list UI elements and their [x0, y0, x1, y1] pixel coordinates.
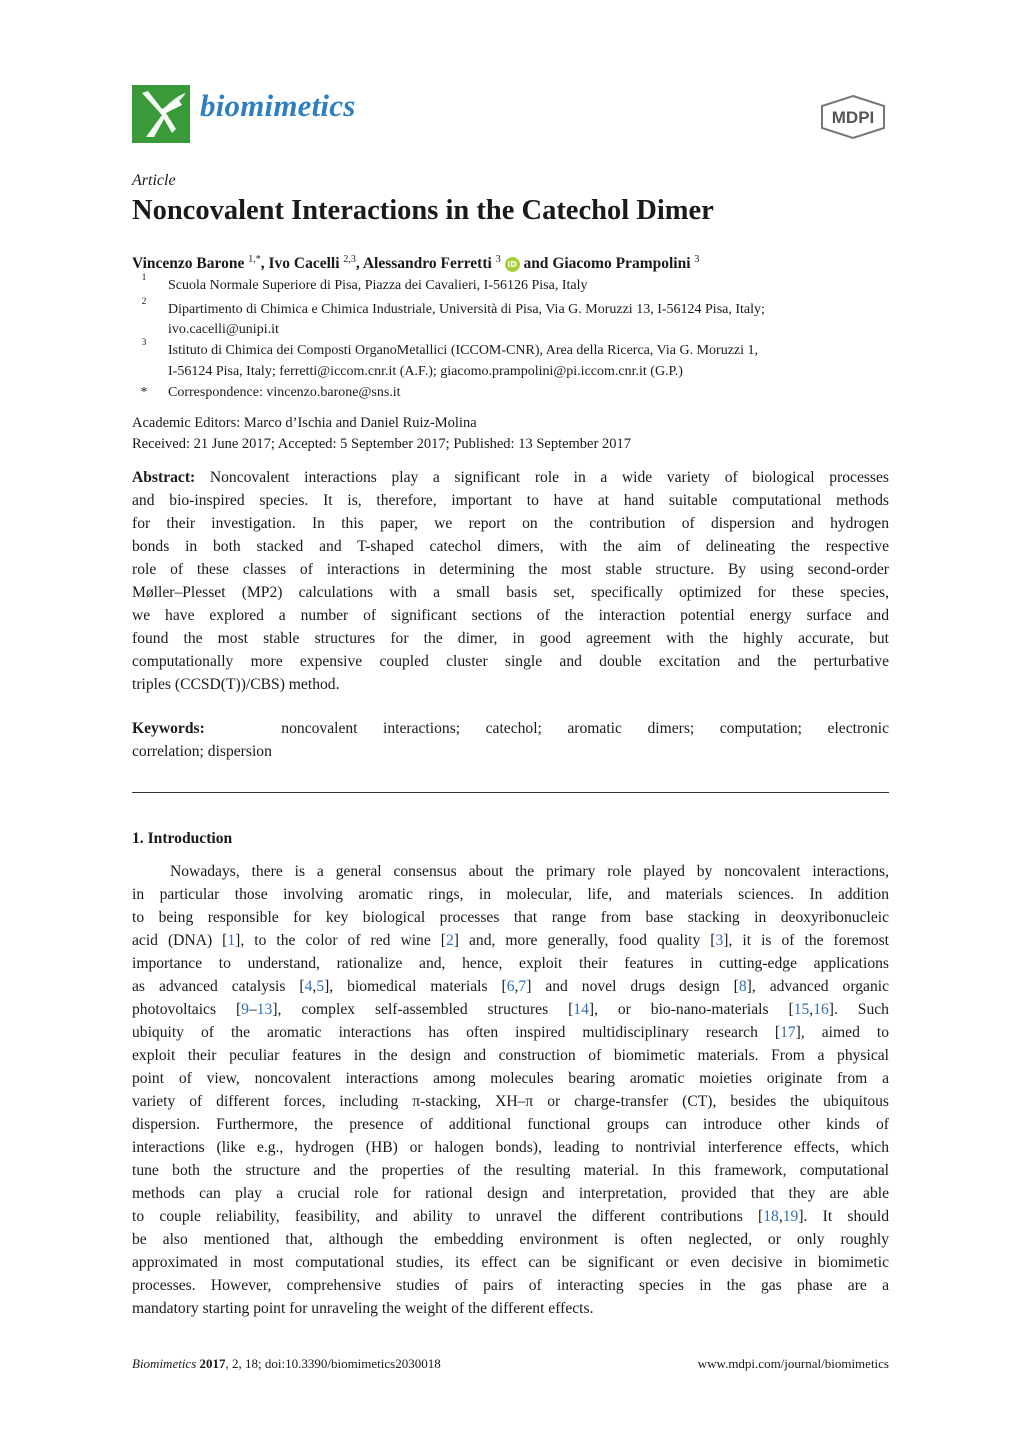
publisher-name: MDPI	[831, 108, 875, 127]
publication-dates: Received: 21 June 2017; Accepted: 5 September 2017; Published: 13 September 2017	[132, 436, 631, 452]
body-line: methods can play a crucial role for rational design and interpretation, provided that they are able	[132, 1185, 889, 1202]
abstract-line: role of these classes of interactions in determining the most stable structure. By using second-order	[132, 561, 889, 578]
keywords-line: correlation; dispersion	[132, 743, 272, 760]
section-divider	[132, 792, 889, 793]
mdpi-logo	[818, 94, 888, 140]
body-line: exploit their peculiar features in the design and construction of biomimetic materials. From a physical	[132, 1047, 889, 1064]
author-name: Vincenzo Barone	[132, 255, 245, 272]
orcid-icon[interactable]: iD	[505, 257, 520, 272]
author-list: Vincenzo Barone $^{1,*}$, Ivo Cacelli $^{2,3}$, Alessandro Ferretti $^3$ iD and Giacomo Prampolini $^3$	[132, 254, 700, 272]
author-name: Alessandro Ferretti	[362, 255, 492, 272]
author-affiliation-ref: 2,3	[343, 254, 356, 265]
citation-link[interactable]: 1	[227, 932, 236, 949]
author-affiliation-ref: 1,*	[248, 254, 261, 265]
citation-link[interactable]: 18	[763, 1208, 779, 1225]
body-line: Nowadays, there is a general consensus about the primary role played by noncovalent interactions,	[170, 863, 889, 880]
article-type: Article	[132, 172, 176, 189]
abstract-line: Møller–Plesset (MP2) calculations with a small basis set, specifically optimized for these species,	[132, 584, 889, 601]
body-line: tune both the structure and the properties of the resulting material. In this framework, computational	[132, 1162, 889, 1179]
body-line: interactions (like e.g., hydrogen (HB) or halogen bonds), leading to nontrivial interference effects, which	[132, 1139, 889, 1156]
abstract-line: Abstract: Noncovalent interactions play a significant role in a wide variety of biological processes	[132, 469, 889, 486]
citation-link[interactable]: 15	[793, 1001, 810, 1018]
body-line: photovoltaics [9–13], complex self-assembled structures [14], or bio-nano-materials [15,16]. Such	[132, 1001, 889, 1018]
body-line: variety of different forces, including π-stacking, XH–π or charge-transfer (CT), besides the ubiquitous	[132, 1093, 889, 1110]
article-title: Noncovalent Interactions in the Catechol Dimer	[132, 195, 714, 226]
citation-link[interactable]: 5	[316, 978, 325, 995]
body-line: importance to understand, rationalize and, hence, exploit their features in cutting-edge applications	[132, 955, 889, 972]
body-line: as advanced catalysis [4,5], biomedical materials [6,7] and novel drugs design [8], advanced organic	[132, 978, 889, 995]
author-name: Ivo Cacelli	[268, 255, 340, 272]
citation-link[interactable]: 3	[715, 932, 724, 949]
abstract-line: triples (CCSD(T))/CBS) method.	[132, 676, 340, 693]
citation-link[interactable]: 17	[780, 1024, 796, 1041]
citation-link[interactable]: 16	[813, 1001, 829, 1018]
abstract-line: we have explored a number of significant sections of the interaction potential energy surface and	[132, 607, 889, 624]
abstract-line: computationally more expensive coupled cluster single and double excitation and the perturbative	[132, 653, 889, 670]
academic-editors: Academic Editors: Marco d’Ischia and Daniel Ruiz-Molina	[132, 415, 477, 431]
body-line: ubiquity of the aromatic interactions has often inspired multidisciplinary research [17], aimed to	[132, 1024, 889, 1041]
citation-link[interactable]: 7	[518, 978, 527, 995]
citation-link[interactable]: 2	[445, 932, 454, 949]
author-affiliation-ref: 3	[495, 254, 501, 265]
body-line: to being responsible for key biological processes that range from base stacking in deoxyribonucleic	[132, 909, 889, 926]
abstract-line: and bio-inspired species. It is, therefore, important to have at hand suitable computational methods	[132, 492, 889, 509]
citation-link[interactable]: 13	[256, 1001, 273, 1018]
abstract-line: found the most stable structures for the dimer, in good agreement with the highly accurate, but	[132, 630, 889, 647]
citation-link[interactable]: 6	[506, 978, 515, 995]
body-line: point of view, noncovalent interactions among molecules bearing aromatic moieties originate from a	[132, 1070, 889, 1087]
author-affiliation-ref: 3	[694, 254, 700, 265]
body-line: dispersion. Furthermore, the presence of additional functional groups can introduce other kinds of	[132, 1116, 889, 1133]
keywords-line: Keywords: noncovalent interactions; catechol; aromatic dimers; computation; electronic	[132, 720, 889, 737]
body-line: in particular those involving aromatic rings, in molecular, life, and materials sciences. In addition	[132, 886, 889, 903]
abstract-line: bonds in both stacked and T-shaped catechol dimers, with the aim of delineating the respective	[132, 538, 889, 555]
citation-link[interactable]: 14	[573, 1001, 589, 1018]
citation-link[interactable]: 19	[782, 1208, 799, 1225]
body-line: processes. However, comprehensive studies of pairs of interacting species in the gas phase are a	[132, 1277, 889, 1294]
footer-citation: Biomimetics 2017, 2, 18; doi:10.3390/biomimetics2030018	[132, 1356, 441, 1371]
citation-link[interactable]: 4	[304, 978, 313, 995]
footer-journal-url[interactable]: www.mdpi.com/journal/biomimetics	[697, 1356, 889, 1371]
keywords-label: Keywords:	[132, 720, 205, 737]
abstract-line: for their investigation. In this paper, we report on the contribution of dispersion and hydrogen	[132, 515, 889, 532]
body-line: approximated in most computational studies, its effect can be significant or even decisive in biomimetic	[132, 1254, 889, 1271]
body-line: acid (DNA) [1], to the color of red wine [2] and, more generally, food quality [3], it is of the foremost	[132, 932, 889, 949]
author-name: Giacomo Prampolini	[552, 255, 691, 272]
body-line: mandatory starting point for unraveling the weight of the different effects.	[132, 1300, 594, 1317]
section-heading: 1. Introduction	[132, 830, 233, 847]
article-page: biomimetics MDPI Article Noncovalent Interactions in the Catechol Dimer Vincenzo Barone $^{1,*}$, Ivo Cacelli $^{2,3}$, Alessandro Ferretti $^3$ iD and Giacomo Prampolini $^3$ 1 Scuola Normale Superiore di Pisa, Piazza dei Cavalieri, I-56126 Pisa, Italy 2 Dipartimento di Chimica e Chimica Industriale, Università di Pisa, Via G. Moruzzi 13, I-56124 Pisa, Italy; ivo.cacelli@unipi.it 3 Istituto di Chimica dei Composti OrganoMetallici (ICCOM-CNR), Area della Ricerca, Via G. Moruzzi 1, I-56124 Pisa, Italy; ferretti@iccom.cnr.it (A.F.); giacomo.prampolini@pi.iccom.cnr.it (G.P.) * Correspondence: vincenzo.barone@sns.it Academic Editors: Marco d’Ischia and Daniel Ruiz-Molina Received: 21 June 2017; Accepted: 5 September 2017; Published: 13 September 2017 Abstract: Noncovalent interactions play a significant role in a wide variety of biological processes and bio-inspired species. It is, therefore, important to have at hand suitable computational methods for their investigation. In this paper, we report on the contribution of dispersion and hydrogen bonds in both stacked and T-shaped catechol dimers, with the aim of delineating the respective role of these classes of interactions in determining the most stable structure. By using second-order Møller–Plesset (MP2) calculations with a small basis set, specifically optimized for these species, we have explored a number of significant sections of the interaction potential energy surface and found the most stable structures for the dimer, in good agreement with the highly accurate, but computationally more expensive coupled cluster single and double excitation and the perturbative triples (CCSD(T))/CBS) method. Keywords: noncovalent interactions; catechol; aromatic dimers; computation; electronic correlation; dispersion 1. Introduction Nowadays, there is a general consensus about the primary role played by noncovalent interactions, in particular those involving aromatic rings, in molecular, life, and materials sciences. In addition to being responsible for key biological processes that range from base stacking in deoxyribonucleic acid (DNA) [1], to the color of red wine [2] and, more generally, food quality [3], it is of the foremost importance to understand, rationalize and, hence, exploit their features in cutting-edge applications as advanced catalysis [4,5], biomedical materials [6,7] and novel drugs design [8], advanced organic photovoltaics [9–13], complex self-assembled structures [14], or bio-nano-materials [15,16]. Such ubiquity of the aromatic interactions has often inspired multidisciplinary research [17], aimed to exploit their peculiar features in the design and construction of biomimetic materials. From a physical point of view, noncovalent interactions among molecules bearing aromatic moieties originate from a variety of different forces, including π-stacking, XH–π or charge-transfer (CT), besides the ubiquitous dispersion. Furthermore, the presence of additional functional groups can introduce other kinds of interactions (like e.g., hydrogen (HB) or halogen bonds), leading to nontrivial interference effects, which tune both the structure and the properties of the resulting material. In this framework, computational methods can play a crucial role for rational design and interpretation, provided that they are able to couple reliability, feasibility, and ability to unravel the different contributions [18,19]. It should be also mentioned that, although the embedding environment is often neglected, or only roughly approximated in most computational studies, its effect can be significant or even decisive in biomimetic processes. However, comprehensive studies of pairs of interacting species in the gas phase are a mandatory starting point for unraveling the weight of the different effects. Biomimetics 2017, 2, 18; doi:10.3390/biomimetics2030018 www.mdpi.com/journal/biomimetics	[0, 0, 1020, 1442]
journal-logo	[132, 85, 190, 143]
dragonfly-icon	[132, 85, 190, 143]
body-line: to couple reliability, feasibility, and ability to unravel the different contributions [18,19]. It should	[132, 1208, 889, 1225]
citation-link[interactable]: 9	[241, 1001, 249, 1018]
abstract-label: Abstract:	[132, 469, 196, 486]
body-line: be also mentioned that, although the embedding environment is often neglected, or only roughly	[132, 1231, 889, 1248]
journal-name: biomimetics	[200, 88, 356, 123]
citation-link[interactable]: 8	[738, 978, 747, 995]
